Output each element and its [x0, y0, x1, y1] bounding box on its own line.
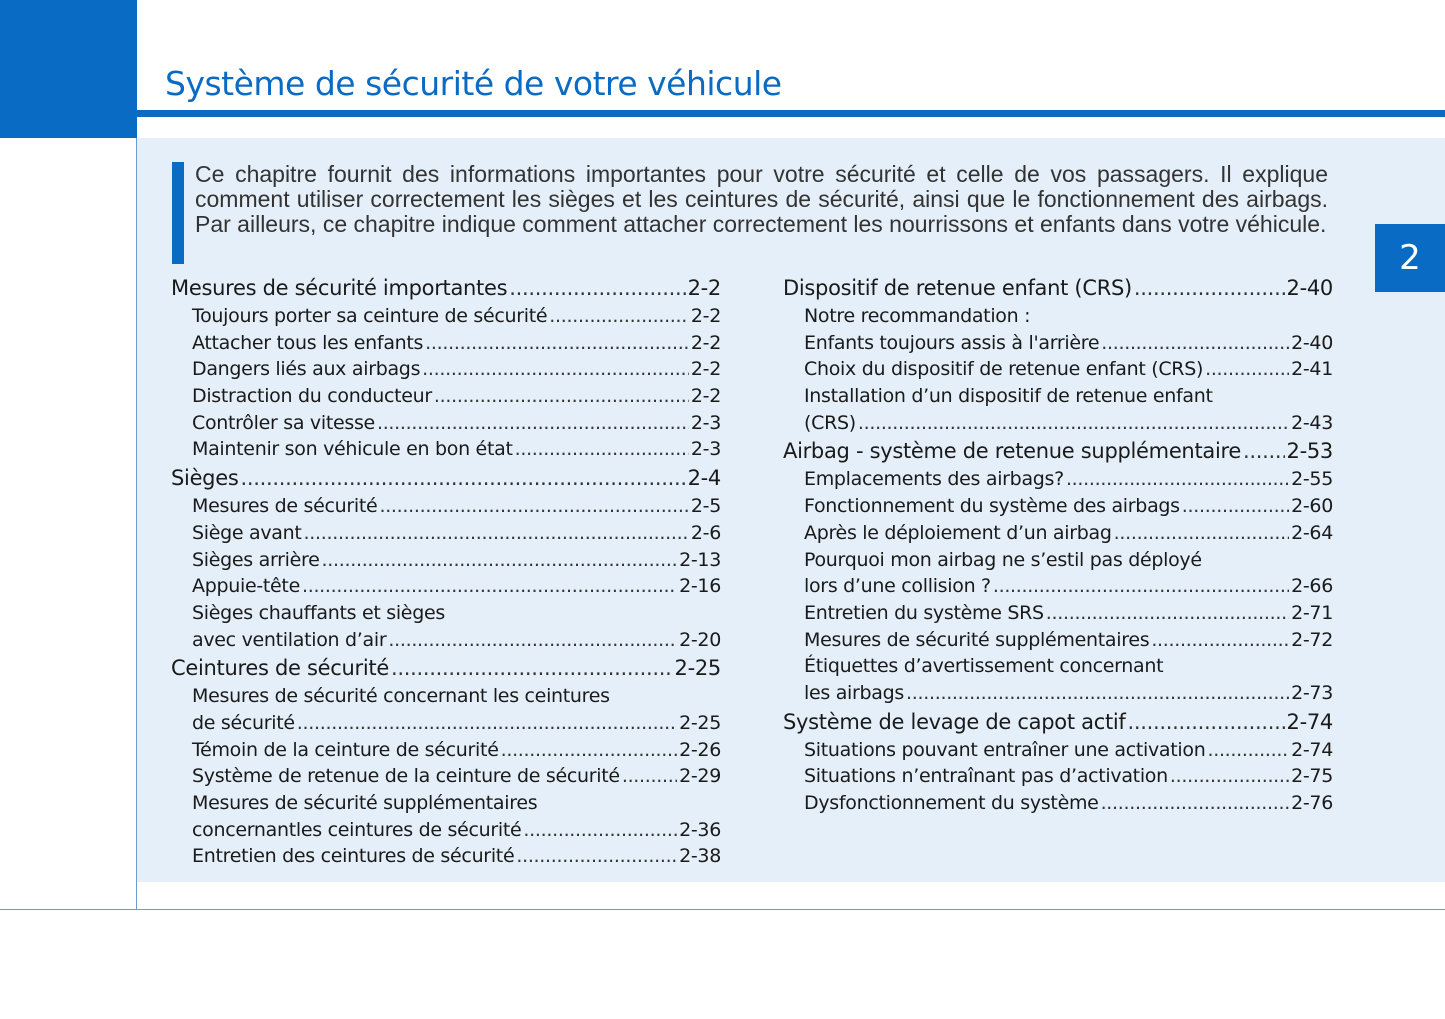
toc-entry-title: Système de levage de capot actif [783, 709, 1126, 734]
toc-subsection-entry[interactable] [171, 520, 721, 547]
toc-page-number: 2-43 [1291, 411, 1333, 434]
toc-page-number: 2-75 [1291, 765, 1333, 788]
toc-entry-title: Sièges chauffants et sièges [192, 601, 445, 624]
toc-subsection-entry[interactable] [783, 493, 1333, 520]
toc-page-number: 2-55 [1291, 468, 1333, 491]
toc-dot-leader [1182, 493, 1289, 520]
toc-entry-title: Sièges [171, 466, 239, 491]
bottom-rule [0, 909, 1445, 910]
toc-page-number: 2-3 [690, 438, 721, 461]
toc-subsection-entry[interactable] [171, 763, 721, 790]
toc-subsection-entry[interactable] [171, 383, 721, 410]
toc-page-number: 2-71 [1291, 601, 1333, 624]
toc-entry-title: Distraction du conducteur [192, 385, 432, 408]
toc-subsection-entry[interactable] [783, 600, 1333, 627]
toc-dot-leader [523, 817, 677, 844]
toc-dot-leader [509, 273, 685, 303]
chapter-tab[interactable]: 2 [1375, 224, 1445, 292]
toc-page-number: 2-60 [1291, 495, 1333, 518]
toc-entry-title: Dysfonctionnement du système [804, 792, 1099, 814]
toc-subsection-entry[interactable] [171, 493, 721, 520]
toc-entry-title: Mesures de sécurité [192, 495, 378, 518]
toc-page-number: 2-74 [1286, 709, 1333, 734]
toc-page-number: 2-6 [690, 521, 721, 544]
toc-entry-title: Après le déploiement d’un airbag [804, 521, 1112, 544]
toc-subsection-entry[interactable] [171, 710, 721, 737]
toc-entry-title: Mesures de sécurité supplémentaires [804, 628, 1150, 651]
toc-entry-title: Enfants toujours assis à l'arrière [804, 331, 1100, 354]
toc-entry-title: Situations n’entraînant pas d’activation [804, 765, 1168, 788]
toc-page-number: 2-2 [690, 358, 721, 381]
toc-dot-leader [1243, 436, 1285, 466]
toc-page-number: 2-74 [1291, 738, 1333, 761]
toc-section-entry[interactable] [171, 653, 721, 683]
toc-entry-title: Système de retenue de la ceinture de sécurité [192, 765, 620, 788]
toc-subsection-entry[interactable] [783, 410, 1333, 437]
toc-entry-title: Étiquettes d’avertissement concernant [804, 655, 1164, 678]
toc-section-entry[interactable] [171, 273, 721, 303]
toc-page-number: 2-64 [1291, 521, 1333, 544]
toc-dot-leader [1207, 737, 1289, 764]
toc-dot-leader [434, 383, 689, 410]
toc-subsection-entry[interactable] [171, 737, 721, 764]
toc-dot-leader [1101, 790, 1290, 817]
toc-dot-leader [377, 410, 689, 437]
toc-dot-leader [297, 710, 677, 737]
toc-dot-leader [993, 573, 1289, 600]
toc-dot-leader [515, 436, 689, 463]
toc-entry-title: avec ventilation d’air [192, 628, 387, 651]
toc-page-number: 2-26 [679, 738, 721, 761]
toc-entry-title: Pourquoi mon airbag ne s’estil pas déployé [804, 548, 1202, 571]
toc-dot-leader [1114, 520, 1289, 547]
toc-section-entry[interactable] [171, 463, 721, 493]
toc-subsection-entry[interactable] [783, 680, 1333, 707]
toc-dot-leader [501, 737, 677, 764]
toc-subsection-entry[interactable] [171, 843, 721, 870]
toc-page-number: 2-38 [679, 845, 721, 868]
toc-dot-leader [622, 763, 677, 790]
toc-page-number: 2-4 [687, 466, 721, 491]
toc-page-number: 2-16 [679, 575, 721, 598]
toc-entry-title: Situations pouvant entraîner une activation [804, 738, 1206, 761]
toc-dot-leader [379, 493, 688, 520]
toc-subsection-entry[interactable] [783, 520, 1333, 547]
toc-dot-leader [1066, 466, 1289, 493]
toc-dot-leader [1205, 356, 1289, 383]
toc-entry-title: Appuie-tête [192, 575, 300, 598]
toc-page-number: 2-2 [687, 276, 721, 300]
toc-subsection-entry[interactable] [171, 683, 721, 710]
toc-page-number: 2-25 [674, 656, 721, 681]
intro-accent-bar [172, 162, 184, 264]
toc-page-number: 2-2 [690, 331, 721, 354]
toc-subsection-entry[interactable] [171, 303, 721, 330]
toc-page-number: 2-53 [1286, 439, 1333, 464]
toc-page-number: 2-5 [690, 495, 721, 518]
toc-dot-leader [1101, 330, 1289, 357]
toc-page-number: 2-3 [690, 411, 721, 434]
toc-subsection-entry[interactable] [171, 547, 721, 574]
toc-entry-title: Contrôler sa vitesse [192, 411, 375, 434]
toc-dot-leader [549, 303, 689, 330]
toc-page-number: 2-36 [679, 818, 721, 841]
toc-subsection-entry[interactable] [783, 573, 1333, 600]
toc-entry-title: Airbag - système de retenue supplémentaire [783, 439, 1241, 464]
toc-dot-leader [304, 520, 689, 547]
toc-dot-leader [1170, 763, 1289, 790]
toc-dot-leader [1151, 627, 1289, 654]
toc-section-entry[interactable] [783, 273, 1333, 303]
title-underline [137, 110, 1445, 117]
toc-dot-leader [422, 356, 689, 383]
toc-subsection-entry[interactable] [783, 356, 1333, 383]
toc-dot-leader [1046, 600, 1289, 627]
toc-dot-leader [240, 463, 685, 493]
toc-entry-title: les airbags [804, 681, 905, 704]
toc-subsection-entry[interactable] [783, 627, 1333, 654]
toc-dot-leader [516, 843, 677, 870]
intro-paragraph: Ce chapitre fournit des informations importantes pour votre sécurité et celle de vos passagers. Il explique comment utiliser correctement les sièges et les ceintures de sécurité, ainsi que le fonctionnement des airbags. Par ailleurs, ce chapitre indique comment attacher correctement les nourrissons et enfants dans votre véhicule. [195, 161, 1328, 237]
toc-dot-leader [858, 410, 1289, 437]
toc-left-column [171, 273, 721, 870]
toc-subsection-entry[interactable] [171, 410, 721, 437]
toc-entry-title: Mesures de sécurité supplémentaires [192, 792, 538, 814]
toc-entry-title: Entretien des ceintures de sécurité [192, 845, 515, 868]
toc-entry-title: Siège avant [192, 521, 302, 544]
toc-entry-title: Mesures de sécurité concernant les ceintures [192, 685, 610, 708]
toc-subsection-entry[interactable] [171, 436, 721, 463]
toc-entry-title: (CRS) [804, 411, 856, 434]
toc-dot-leader [322, 547, 678, 574]
toc-dot-leader [302, 573, 677, 600]
toc-subsection-entry[interactable] [171, 573, 721, 600]
toc-entry-title: Sièges arrière [192, 548, 320, 571]
toc-subsection-entry[interactable] [783, 763, 1333, 790]
toc-section-entry[interactable] [783, 436, 1333, 466]
toc-page-number: 2-2 [690, 385, 721, 408]
corner-color-block [0, 0, 137, 138]
toc-subsection-entry[interactable] [171, 627, 721, 654]
toc-page-number: 2-66 [1291, 575, 1333, 598]
toc-entry-title: de sécurité [192, 711, 295, 734]
toc-entry-title: Attacher tous les enfants [192, 331, 424, 354]
toc-subsection-entry[interactable] [783, 790, 1333, 817]
toc-entry-title: Entretien du système SRS [804, 601, 1044, 624]
toc-dot-leader [388, 627, 677, 654]
toc-dot-leader [425, 330, 689, 357]
toc-entry-title: lors d’une collision ? [804, 575, 991, 598]
toc-entry-title: Toujours porter sa ceinture de sécurité [192, 305, 548, 327]
toc-page-number: 2-25 [679, 711, 721, 734]
toc-page-number: 2-29 [679, 765, 721, 788]
toc-page-number: 2-13 [679, 548, 721, 571]
toc-page-number: 2-76 [1291, 792, 1333, 814]
toc-entry-title: Ceintures de sécurité [171, 656, 389, 681]
toc-dot-leader [391, 653, 673, 683]
toc-subsection-entry[interactable] [171, 600, 721, 627]
toc-page-number: 2-73 [1291, 681, 1333, 704]
toc-entry-title: Fonctionnement du système des airbags [804, 495, 1180, 518]
toc-page-number: 2-20 [679, 628, 721, 651]
toc-entry-title: Dispositif de retenue enfant (CRS) [783, 276, 1132, 300]
toc-entry-title: Choix du dispositif de retenue enfant (CRS) [804, 358, 1204, 381]
toc-subsection-entry[interactable] [783, 547, 1333, 574]
toc-entry-title: Témoin de la ceinture de sécurité [192, 738, 499, 761]
toc-subsection-entry[interactable] [171, 790, 721, 817]
toc-entry-title: concernantles ceintures de sécurité [192, 818, 522, 841]
toc-page-number: 2-72 [1291, 628, 1333, 651]
toc-section-entry[interactable] [783, 707, 1333, 737]
toc-subsection-entry[interactable] [171, 356, 721, 383]
toc-entry-title: Dangers liés aux airbags [192, 358, 421, 381]
toc-subsection-entry[interactable] [783, 466, 1333, 493]
toc-subsection-entry[interactable] [783, 303, 1333, 330]
toc-page-number: 2-2 [690, 305, 721, 327]
toc-entry-title: Installation d’un dispositif de retenue enfant [804, 385, 1213, 408]
toc-page-number: 2-41 [1291, 358, 1333, 381]
toc-entry-title: Emplacements des airbags? [804, 468, 1064, 491]
toc-entry-title: Mesures de sécurité importantes [171, 276, 508, 300]
toc-page-number: 2-40 [1286, 276, 1333, 300]
toc-right-column [783, 273, 1333, 817]
toc-subsection-entry[interactable] [783, 330, 1333, 357]
toc-subsection-entry[interactable] [783, 737, 1333, 764]
toc-dot-leader [906, 680, 1289, 707]
toc-dot-leader [1128, 707, 1285, 737]
toc-subsection-entry[interactable] [783, 653, 1333, 680]
toc-subsection-entry[interactable] [171, 330, 721, 357]
toc-dot-leader [1134, 273, 1285, 303]
toc-entry-title: Notre recommandation : [804, 305, 1031, 327]
toc-entry-title: Maintenir son véhicule en bon état [192, 438, 513, 461]
toc-page-number: 2-40 [1291, 331, 1333, 354]
toc-subsection-entry[interactable] [171, 817, 721, 844]
page-title: Système de sécurité de votre véhicule [165, 64, 782, 103]
toc-subsection-entry[interactable] [783, 383, 1333, 410]
